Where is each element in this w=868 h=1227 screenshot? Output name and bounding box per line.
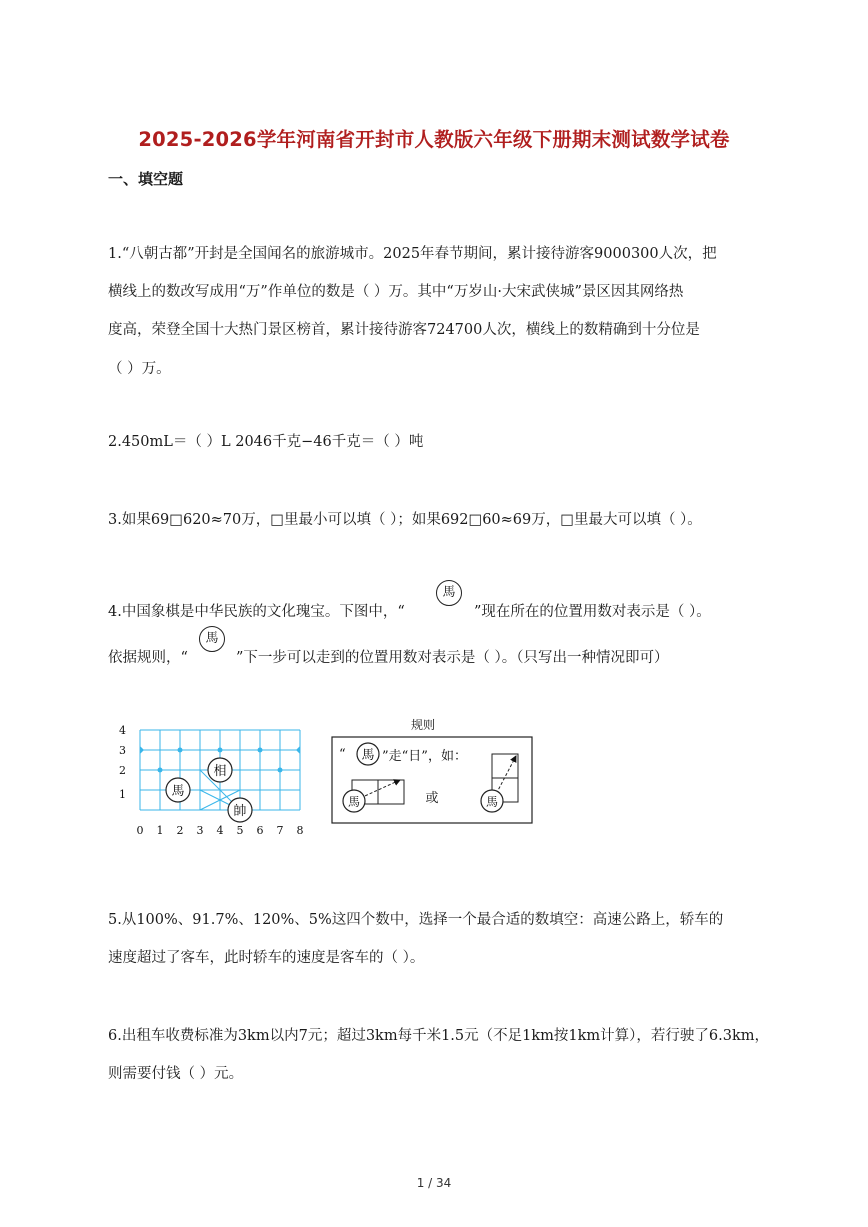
horse-piece-label: 馬	[171, 784, 185, 799]
q5-line-2: 速度超过了客车，此时轿车的速度是客车的（ ）。	[108, 950, 425, 966]
x-tick: 6	[256, 824, 264, 837]
rules-piece-label: 馬	[485, 795, 499, 809]
x-tick: 4	[216, 824, 224, 837]
elephant-piece-label: 相	[213, 764, 227, 779]
q5-line-1: 5.从100%、91.7%、120%、5%这四个数中，选择一个最合适的数填空：高速公路上，轿车的	[108, 912, 724, 928]
x-tick: 5	[236, 824, 244, 837]
rules-text: ”走“日”，如：	[382, 749, 467, 764]
general-piece-label: 帥	[233, 804, 247, 819]
rules-open-quote: “	[339, 747, 346, 762]
x-tick: 0	[136, 824, 144, 837]
y-tick: 4	[119, 724, 126, 737]
q1-line-1: 1.“八朝古都”开封是全国闻名的旅游城市。2025年春节期间，累计接待游客9000300人次，把	[108, 246, 717, 262]
rules-figure	[330, 714, 536, 826]
y-tick: 1	[119, 788, 126, 801]
page-number: 1 / 34	[416, 1176, 452, 1190]
x-tick: 2	[176, 824, 184, 837]
x-tick: 7	[276, 824, 284, 837]
rules-piece-label: 馬	[347, 795, 361, 809]
rules-or: 或	[425, 791, 439, 806]
q1-line-4: （ ）万。	[108, 361, 171, 377]
y-tick: 2	[119, 764, 126, 777]
horse-piece-icon: 馬	[199, 626, 225, 652]
q6-line-1: 6.出租车收费标准为3km以内7元；超过3km每千米1.5元（不足1km按1km计算），若行驶了6.3km，	[108, 1028, 770, 1044]
q1-line-2: 横线上的数改写成用“万”作单位的数是（ ）万。其中“万岁山·大宋武侠城”景区因其网络热	[108, 284, 684, 300]
q4-line-1-end: ”现在所在的位置用数对表示是（ ）。	[474, 604, 711, 620]
horse-piece	[166, 778, 190, 802]
x-tick: 3	[196, 824, 204, 837]
q4-line-2-start: 依据规则，“	[108, 650, 188, 666]
q3-line: 3.如果69□620≈70万，□里最小可以填（ ）；如果692□60≈69万，□里最大可以填（ ）。	[108, 512, 702, 528]
q4-line-2-end: ”下一步可以走到的位置用数对表示是（ ）。（只写出一种情况即可）	[236, 650, 669, 666]
y-tick: 3	[119, 744, 126, 757]
section-heading: 一、填空题	[108, 170, 184, 188]
rules-caption: 规则	[410, 718, 436, 732]
q6-line-2: 则需要付钱（ ）元。	[108, 1066, 244, 1082]
q4-line-1-start: 4.中国象棋是中华民族的文化瑰宝。下图中，“	[108, 604, 405, 620]
q2-line: 2.450mL＝（ ）L 2046千克−46千克＝（ ）吨	[108, 434, 424, 450]
page-title: 2025-2026学年河南省开封市人教版六年级下册期末测试数学试卷	[138, 128, 730, 151]
q1-line-3: 度高，荣登全国十大热门景区榜首，累计接待游客724700人次，横线上的数精确到十分位是	[108, 322, 700, 338]
general-piece	[228, 798, 252, 822]
x-tick: 1	[156, 824, 164, 837]
rules-piece-label: 馬	[361, 748, 375, 763]
chess-board-figure	[112, 718, 312, 842]
elephant-piece	[208, 758, 232, 782]
horse-piece-icon: 馬	[436, 580, 462, 606]
x-tick: 8	[296, 824, 304, 837]
